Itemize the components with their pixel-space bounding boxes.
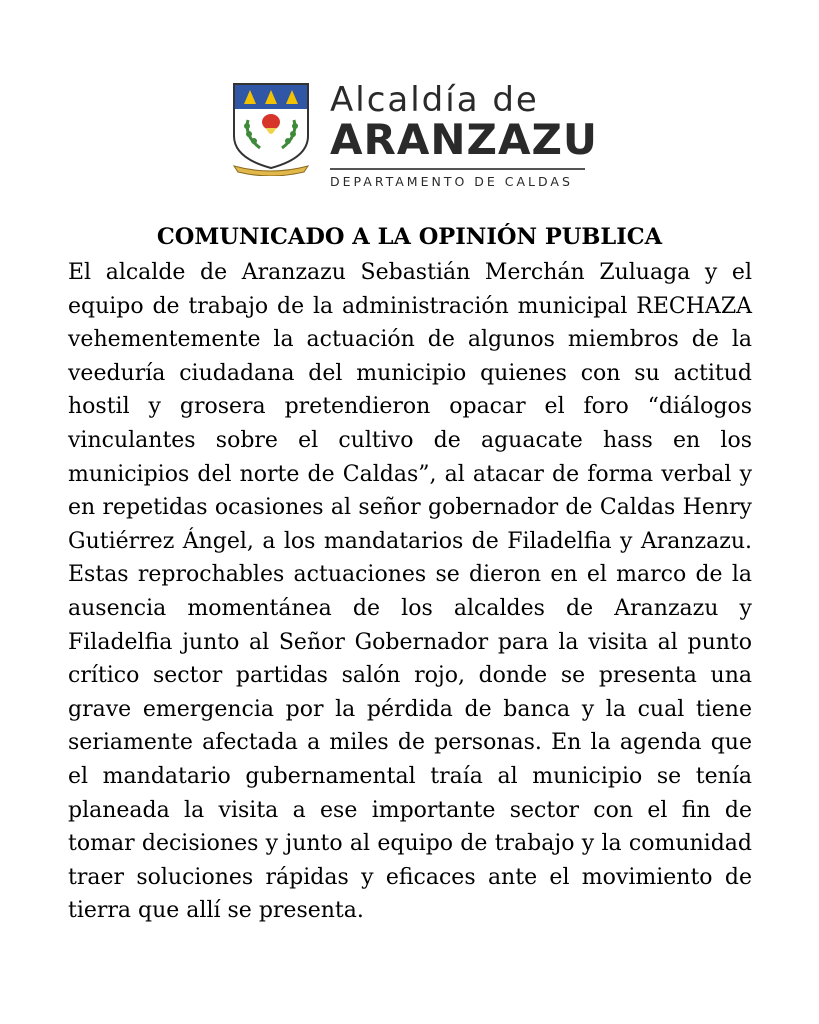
document-body: El alcalde de Aranzazu Sebastián Merchán Zuluaga y el equipo de trabajo de la administración municipal RECHAZA vehementemente la actuación de algunos miembros de la veeduría ciudadana del municipio quienes con su actitud hostil y grosera pretendieron opacar el foro “diálogos vinculantes sobre el cultivo de aguacate hass en los municipios del norte de Caldas”, al atacar de forma verbal y en repetidas ocasiones al señor gobernador de Caldas Henry Gutiérrez Ángel, a los mandatarios de Filadelfia y Aranzazu. Estas reprochables actuaciones se dieron en el marco de la ausencia momentánea de los alcaldes de Aranzazu y Filadelfia junto al Señor Gobernador para la visita al punto crítico sector partidas salón rojo, donde se presenta una grave emergencia por la pérdida de banca y la cual tiene seriamente afectada a miles de personas. En la agenda que el mandatario gubernamental traía al municipio se tenía planeada la visita a ese importante sector con el fin de tomar decisiones y junto al equipo de trabajo y la comunidad traer soluciones rápidas y eficaces ante el movimiento de tierra que allí se presenta. (68, 260, 752, 924)
brand-divider (330, 168, 585, 170)
document-title: COMUNICADO A LA OPINIÓN PUBLICA (156, 224, 663, 250)
brand-line-alcaldia: Alcaldía de (330, 80, 539, 120)
municipality-wordmark (330, 80, 599, 189)
brand-line-aranzazu: ARANZAZU (330, 115, 599, 164)
municipal-coat-of-arms-icon (230, 80, 312, 176)
letterhead (0, 0, 819, 200)
brand-line-departamento: DEPARTAMENTO DE CALDAS (330, 174, 573, 189)
